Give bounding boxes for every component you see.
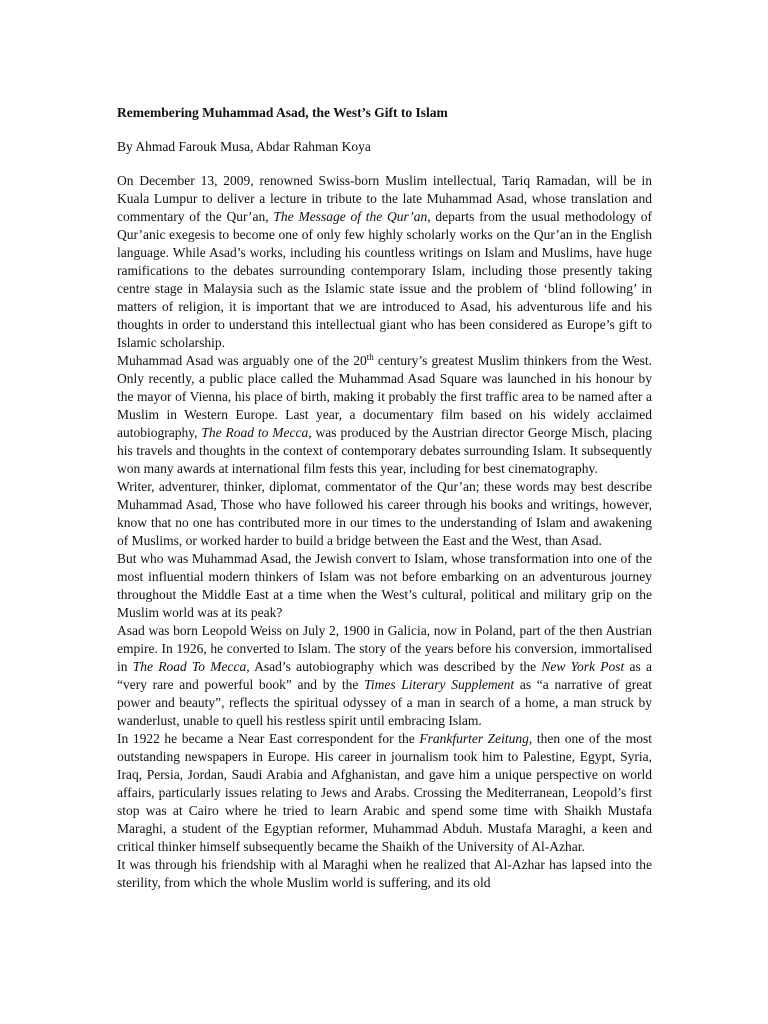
paragraph-2-text-c: , was produced by the Austrian director George Misch, placing his travels and thoughts in the context of contemporary debates surrounding Islam. It subsequently won many awards at international film fests this year, including for best cinematography. (117, 425, 652, 476)
paragraph-5-text-d: as “a narrative of great power and beauty”, reflects the spiritual odyssey of a man in search of a home, a man struck by wanderlust, unable to quell his restless spirit until embracing Islam. (117, 677, 652, 728)
film-title-road-to-mecca: The Road to Mecca (201, 425, 309, 440)
ordinal-superscript: th (366, 352, 374, 362)
publication-frankfurter-zeitung: Frankfurter Zeitung (419, 731, 529, 746)
paragraph-2-text-b: century’s greatest Muslim thinkers from the West. Only recently, a public place called the Muhammad Asad Square was launched in his honour by the mayor of Vienna, his place of birth, making it probably the first traffic area to be named after a Muslim in Western Europe. Last year, a documentary film based on his widely acclaimed autobiography, (117, 353, 652, 440)
document-page (117, 104, 652, 892)
paragraph-5-text-c: as a “very rare and powerful book” and by the (117, 659, 652, 692)
paragraph-6-text-a: In 1922 he became a Near East correspondent for the (117, 731, 420, 746)
publication-new-york-post: New York Post (541, 659, 625, 674)
article-byline: By Ahmad Farouk Musa, Abdar Rahman Koya (117, 139, 371, 154)
book-title-message-of-quran: The Message of the Qur’an (273, 209, 428, 224)
book-title-road-to-mecca: The Road To Mecca, (132, 659, 250, 674)
paragraph-3: Writer, adventurer, thinker, diplomat, commentator of the Qur’an; these words may best describe Muhammad Asad, Those who have followed his career through his books and writings, however, know that no one has contributed more in our times to the understanding of Islam and awakening of Muslims, or worked harder to build a bridge between the East and the West, than Asad. (117, 479, 652, 548)
paragraph-6-text-b: , then one of the most outstanding newspapers in Europe. His career in journalism took him to Palestine, Egypt, Syria, Iraq, Persia, Jordan, Saudi Arabia and Afghanistan, and gave him a unique perspective on world affairs, particularly issues relating to Jews and Arabs. Crossing the Mediterranean, Leopold’s first stop was at Cairo where he tried to learn Arabic and spend some time with Shaikh Mustafa Maraghi, a student of the Egyptian reformer, Muhammad Abduh. Mustafa Maraghi, a keen and critical thinker himself subsequently became the Shaikh of the University of Al-Azhar. (117, 731, 652, 854)
paragraph-2 (117, 352, 652, 478)
paragraph-5-text-a: Asad was born Leopold Weiss on July 2, 1900 in Galicia, now in Poland, part of the then Austrian empire. In 1926, he converted to Islam. The story of the years before his conversion, immortalised in (117, 623, 652, 674)
paragraph-1-text-a: On December 13, 2009, renowned Swiss-born Muslim intellectual, Tariq Ramadan, will be in Kuala Lumpur to deliver a lecture in tribute to the late Muhammad Asad, whose translation and commentary of the Qur’an, (117, 173, 652, 224)
article-title: Remembering Muhammad Asad, the West’s Gift to Islam (117, 105, 448, 120)
paragraph-5 (117, 622, 652, 730)
paragraph-7: It was through his friendship with al Maraghi when he realized that Al-Azhar has lapsed into the sterility, from which the whole Muslim world is suffering, and its old (117, 857, 652, 890)
paragraph-1-text-b: , departs from the usual methodology of Qur’anic exegesis to become one of only few highly scholarly works on the Qur’an in the English language. While Asad’s works, including his countless writings on Islam and Muslims, have huge ramifications to the debates surrounding contemporary Islam, including those presently taking centre stage in Malaysia such as the Islamic state issue and the problem of ‘blind following’ in matters of religion, it is important that we are introduced to Asad, his adventurous life and his thoughts in order to understand this intellectual giant who has been considered as Europe’s gift to Islamic scholarship. (117, 209, 652, 350)
paragraph-5-text-b: Asad’s autobiography which was described by the (249, 659, 542, 674)
publication-times-literary-supplement: Times Literary Supplement (364, 677, 515, 692)
paragraph-2-text-a: Muhammad Asad was arguably one of the 20 (117, 353, 367, 368)
paragraph-4: But who was Muhammad Asad, the Jewish convert to Islam, whose transformation into one of the most influential modern thinkers of Islam was not before embarking on an adventurous journey throughout the Middle East at a time when the West’s cultural, political and military grip on the Muslim world was at its peak? (117, 551, 652, 620)
paragraph-6 (117, 730, 652, 856)
paragraph-1 (117, 172, 652, 352)
